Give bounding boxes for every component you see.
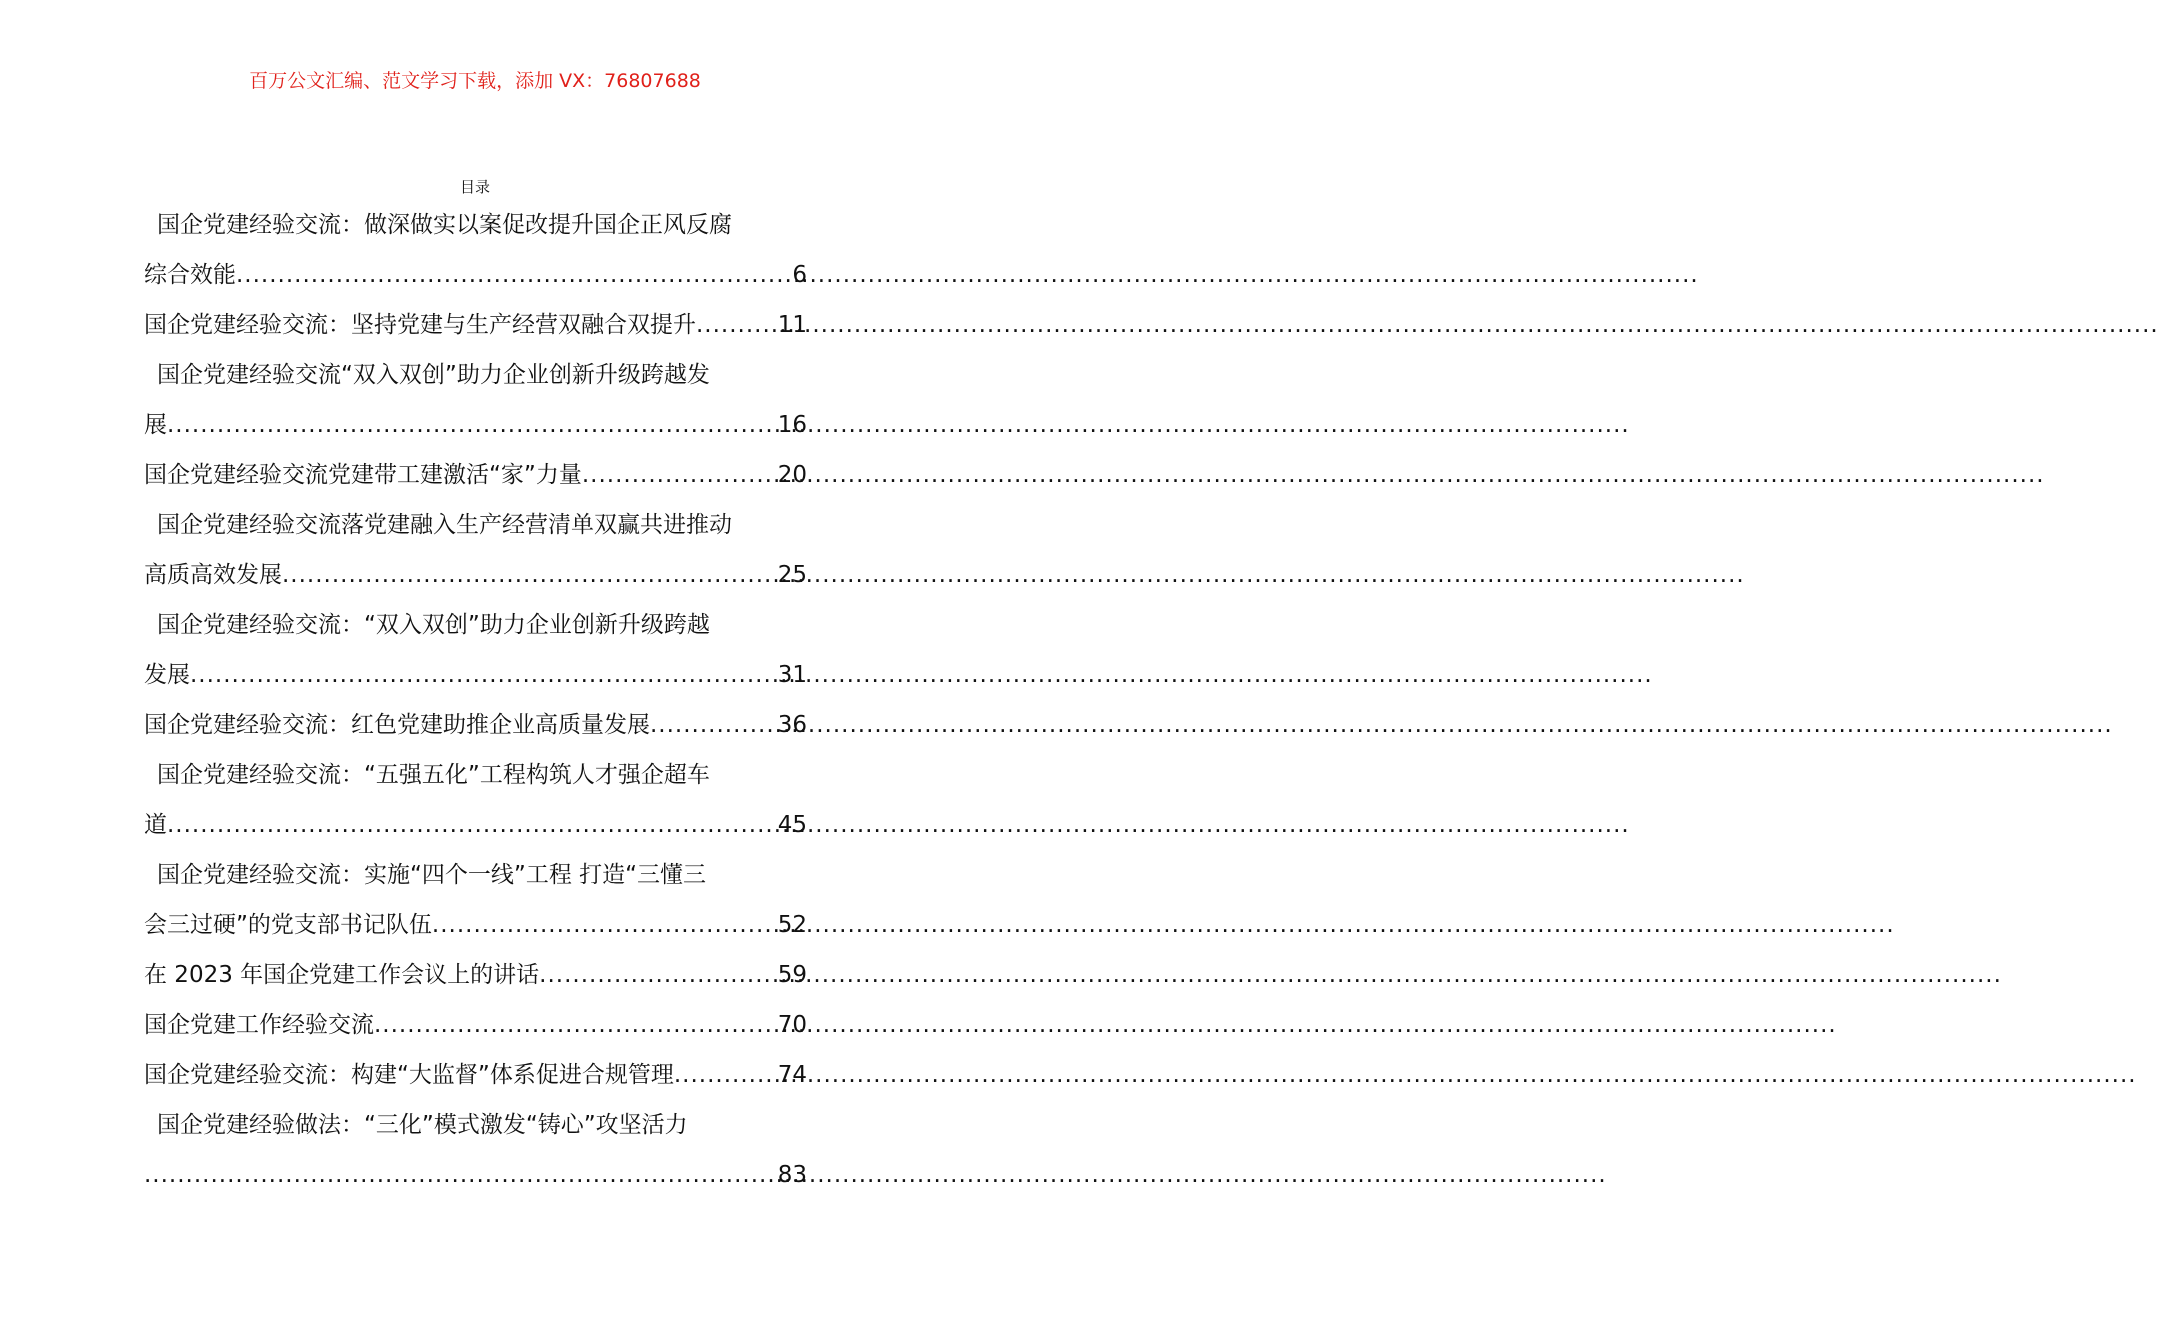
toc-page-number: 52 <box>777 912 807 938</box>
toc-page-number: 6 <box>792 262 807 288</box>
toc-page-number: 45 <box>777 812 807 838</box>
toc-entry-line[interactable] <box>144 950 807 1000</box>
toc-entry-title: 国企党建经验交流落党建融入生产经营清单双赢共进推动 <box>157 512 732 538</box>
dot-leader <box>282 550 776 600</box>
toc-entry-title: 国企党建经验交流：构建“大监督”体系促进合规管理 <box>144 1062 674 1088</box>
toc-entry-title: 国企党建经验交流：红色党建助推企业高质量发展 <box>144 712 650 738</box>
dot-leader <box>582 450 776 500</box>
toc-page-number: 70 <box>777 1012 807 1038</box>
dot-leader <box>236 250 790 300</box>
toc-entry-line[interactable] <box>144 550 807 600</box>
toc-entry-title: 综合效能 <box>144 262 236 288</box>
toc-entry-line[interactable] <box>144 350 807 400</box>
toc-entry-line[interactable] <box>144 300 807 350</box>
toc-entry-line[interactable] <box>144 500 807 550</box>
toc-page-number: 25 <box>777 562 807 588</box>
toc-entry-line[interactable] <box>144 400 807 450</box>
dot-leader <box>539 950 776 1000</box>
toc-entry-title: 国企党建工作经验交流 <box>144 1012 374 1038</box>
dot-leader <box>696 300 776 350</box>
toc-page-number: 16 <box>777 412 807 438</box>
toc-entry-line[interactable] <box>144 200 807 250</box>
toc-entry-title: 会三过硬”的党支部书记队伍 <box>144 912 432 938</box>
toc-entry-line[interactable] <box>144 850 807 900</box>
toc-entry-title: 国企党建经验交流：“双入双创”助力企业创新升级跨越 <box>157 612 710 638</box>
dot-leader <box>167 800 776 850</box>
toc-entry-title: 发展 <box>144 662 190 688</box>
toc-entry-line[interactable] <box>144 700 807 750</box>
toc-entry-title: 国企党建经验交流：坚持党建与生产经营双融合双提升 <box>144 312 696 338</box>
toc-entry-line[interactable] <box>144 450 807 500</box>
toc-entry-title: 国企党建经验交流：实施“四个一线”工程 打造“三懂三 <box>157 862 707 888</box>
toc-page-number: 59 <box>777 962 807 988</box>
dot-leader <box>190 650 776 700</box>
dot-leader <box>674 1050 776 1100</box>
toc-entry-title: 国企党建经验做法：“三化”模式激发“铸心”攻坚活力 <box>157 1112 688 1138</box>
dot-leader <box>432 900 776 950</box>
toc-page-number: 20 <box>777 462 807 488</box>
toc-entry-title: 国企党建经验交流：“五强五化”工程构筑人才强企超车 <box>157 762 710 788</box>
toc-entry-line[interactable] <box>144 1100 807 1150</box>
toc-entry-line[interactable] <box>144 600 807 650</box>
toc-entry-title: 道 <box>144 812 167 838</box>
table-of-contents <box>144 200 807 1200</box>
toc-entry-line[interactable] <box>144 250 807 300</box>
toc-page-number: 31 <box>777 662 807 688</box>
toc-entry-line[interactable] <box>144 1150 807 1200</box>
toc-page-number: 83 <box>777 1162 807 1188</box>
toc-entry-line[interactable] <box>144 650 807 700</box>
toc-entry-line[interactable] <box>144 1050 807 1100</box>
toc-entry-line[interactable] <box>144 750 807 800</box>
toc-entry-title: 展 <box>144 412 167 438</box>
toc-entry-title: 国企党建经验交流：做深做实以案促改提升国企正风反腐 <box>157 212 732 238</box>
toc-entry-line[interactable] <box>144 900 807 950</box>
dot-leader <box>167 400 776 450</box>
toc-entry-title: 高质高效发展 <box>144 562 282 588</box>
toc-entry-line[interactable] <box>144 800 807 850</box>
dot-leader <box>650 700 776 750</box>
toc-title: 目录 <box>459 178 490 196</box>
toc-entry-title: 国企党建经验交流“双入双创”助力企业创新升级跨越发 <box>157 362 710 388</box>
dot-leader <box>144 1150 776 1200</box>
toc-page-number: 74 <box>777 1062 807 1088</box>
toc-page-number: 36 <box>777 712 807 738</box>
toc-entry-line[interactable] <box>144 1000 807 1050</box>
toc-entry-title: 国企党建经验交流党建带工建激活“家”力量 <box>144 462 582 488</box>
toc-page-number: 11 <box>777 312 807 338</box>
watermark-header: 百万公文汇编、范文学习下载，添加 VX：76807688 <box>249 70 701 92</box>
dot-leader <box>374 1000 776 1050</box>
toc-entry-title: 在 2023 年国企党建工作会议上的讲话 <box>144 962 540 988</box>
